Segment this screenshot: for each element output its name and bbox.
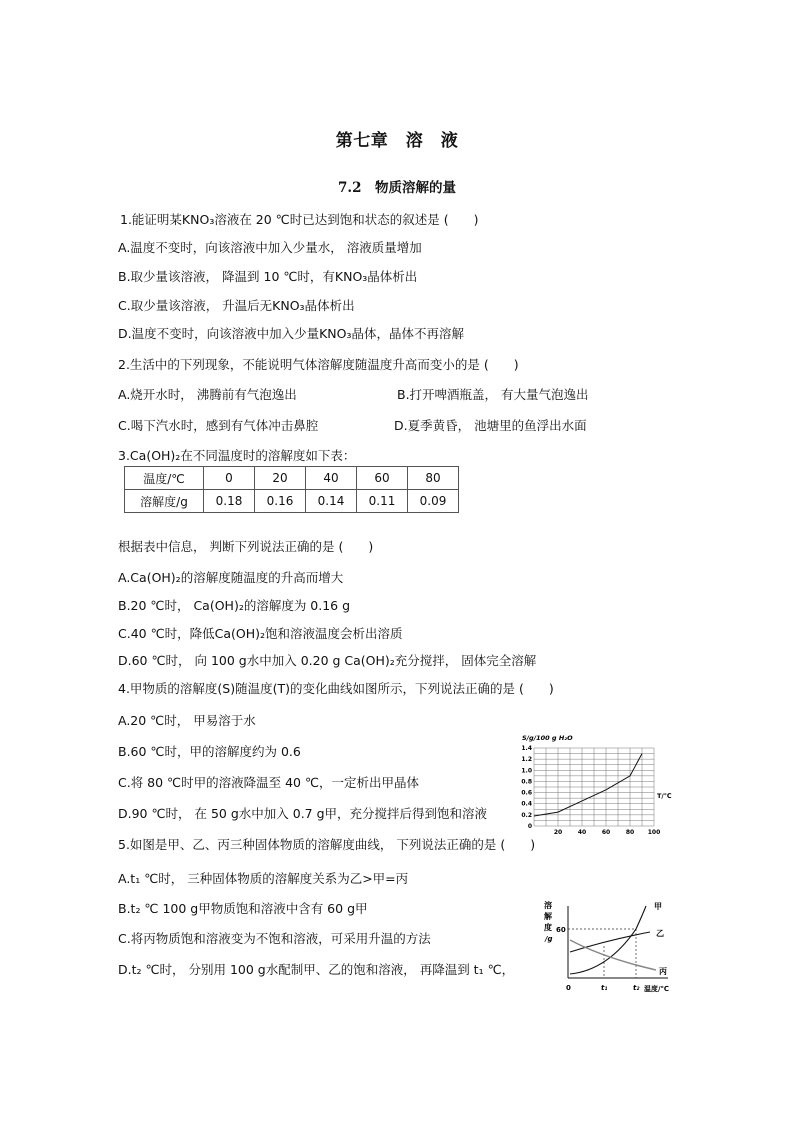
q3-option-a: A.Ca(OH)₂的溶解度随温度的升高而增大 — [118, 570, 344, 585]
table-cell: 0.11 — [357, 490, 408, 513]
q4-option-d: D.90 ℃时， 在 50 g水中加入 0.7 g甲，充分搅拌后得到饱和溶液 — [118, 806, 488, 821]
table-cell: 80 — [408, 467, 459, 490]
q2-option-b: B.打开啤酒瓶盖， 有大量气泡逸出 — [397, 387, 589, 402]
chart1-xlabel: T/℃ — [657, 792, 672, 800]
chart2-xlabel: 温度/℃ — [644, 985, 670, 993]
table-cell: 20 — [255, 467, 306, 490]
chart2-y60: 60 — [556, 926, 566, 934]
q5-option-a: A.t₁ ℃时， 三种固体物质的溶解度关系为乙>甲=丙 — [118, 871, 409, 886]
q4-stem: 4.甲物质的溶解度(S)随温度(T)的变化曲线如图所示，下列说法正确的是 ( ) — [118, 681, 554, 696]
chart1-ytick-label: 0.4 — [521, 800, 532, 808]
table-cell: 0.16 — [255, 490, 306, 513]
q1-option-c: C.取少量该溶液， 升温后无KNO₃晶体析出 — [118, 298, 355, 313]
table-cell: 0.14 — [306, 490, 357, 513]
q5-option-c: C.将丙物质饱和溶液变为不饱和溶液，可采用升温的方法 — [118, 931, 431, 946]
q1-option-a: A.温度不变时，向该溶液中加入少量水， 溶液质量增加 — [118, 240, 422, 255]
section-title: 7.2 物质溶解的量 — [338, 180, 456, 196]
chart2-ylabel-4: /g — [545, 935, 553, 943]
table-cell: 溶解度/g — [125, 490, 204, 513]
chart2-ylabel-3: 度 — [544, 923, 552, 932]
chart1-curve — [534, 754, 642, 816]
q2-option-c: C.喝下汽水时，感到有气体冲击鼻腔 — [118, 418, 319, 433]
q1-stem: 1.能证明某KNO₃溶液在 20 ℃时已达到饱和状态的叙述是 ( ) — [120, 212, 479, 227]
chart1-ytick-label: 1.2 — [521, 756, 532, 764]
table-cell: 0.18 — [204, 490, 255, 513]
chart1-xtick-label: 80 — [625, 829, 635, 836]
chart2-ylabel-2: 解 — [544, 912, 552, 921]
table-cell: 40 — [306, 467, 357, 490]
chart2-label-yi: 乙 — [656, 929, 664, 938]
chart1-xtick-label: 100 — [647, 829, 661, 836]
q2-option-a: A.烧开水时， 沸腾前有气泡逸出 — [118, 387, 297, 402]
chart2-label-bing: 丙 — [659, 967, 667, 976]
q5-stem: 5.如图是甲、乙、丙三种固体物质的溶解度曲线， 下列说法正确的是 ( ) — [118, 837, 536, 852]
solubility-chart-jia — [514, 728, 686, 838]
chart2-curve-jia — [570, 906, 646, 974]
q3-option-b: B.20 ℃时， Ca(OH)₂的溶解度为 0.16 g — [118, 598, 351, 613]
table-row — [125, 490, 459, 513]
q2-option-d: D.夏季黄昏， 池塘里的鱼浮出水面 — [394, 418, 587, 433]
chart1-ylabel: S/g/100 g H₂O — [522, 734, 573, 742]
chart1-xtick-label: 60 — [601, 829, 611, 836]
q5-option-d: D.t₂ ℃时， 分别用 100 g水配制甲、乙的饱和溶液， 再降温到 t₁ ℃， — [118, 962, 515, 977]
q3-stem: 3.Ca(OH)₂在不同温度时的溶解度如下表： — [118, 448, 356, 463]
solubility-chart-three — [538, 896, 694, 996]
chart1-xtick-label: 40 — [577, 829, 587, 836]
chart1-ytick-label: 0.6 — [521, 789, 532, 797]
chart1-grid — [534, 748, 654, 826]
chart2-t1: t₁ — [601, 984, 608, 992]
table-cell: 温度/℃ — [125, 467, 204, 490]
chart1-xtick-label: 20 — [553, 829, 563, 836]
chart2-ylabel-1: 溶 — [544, 901, 552, 910]
chart1-ytick-label: 1.0 — [521, 767, 532, 775]
q5-option-b: B.t₂ ℃ 100 g甲物质饱和溶液中含有 60 g甲 — [118, 901, 368, 916]
q4-option-b: B.60 ℃时，甲的溶解度约为 0.6 — [118, 744, 301, 759]
q3-option-d: D.60 ℃时， 向 100 g水中加入 0.20 g Ca(OH)₂充分搅拌， 固体完全溶解 — [118, 653, 537, 668]
chart1-ytick-label: 1.4 — [521, 745, 532, 752]
table-row — [125, 467, 459, 490]
q1-option-d: D.温度不变时，向该溶液中加入少量KNO₃晶体，晶体不再溶解 — [118, 326, 464, 341]
table-cell: 60 — [357, 467, 408, 490]
q2-stem: 2.生活中的下列现象，不能说明气体溶解度随温度升高而变小的是 ( ) — [118, 357, 519, 372]
chart2-label-jia: 甲 — [654, 902, 662, 911]
q3-option-c: C.40 ℃时，降低Ca(OH)₂饱和溶液温度会析出溶质 — [118, 626, 403, 641]
table-cell: 0.09 — [408, 490, 459, 513]
solubility-table — [124, 466, 459, 513]
q1-option-b: B.取少量该溶液， 降温到 10 ℃时，有KNO₃晶体析出 — [118, 269, 418, 284]
q3-prompt: 根据表中信息， 判断下列说法正确的是 ( ) — [118, 539, 374, 554]
chart2-t2: t₂ — [633, 984, 640, 992]
chart2-origin: 0 — [566, 984, 571, 992]
chapter-title: 第七章 溶 液 — [335, 131, 459, 151]
chart1-ytick-label: 0.2 — [521, 811, 532, 819]
table-cell: 0 — [204, 467, 255, 490]
q4-option-a: A.20 ℃时， 甲易溶于水 — [118, 713, 256, 728]
q4-option-c: C.将 80 ℃时甲的溶液降温至 40 ℃，一定析出甲晶体 — [118, 775, 419, 790]
chart1-ytick-label: 0.8 — [521, 778, 532, 786]
chart2-curve-yi — [570, 932, 650, 952]
chart1-ytick-label: 0 — [527, 823, 532, 830]
